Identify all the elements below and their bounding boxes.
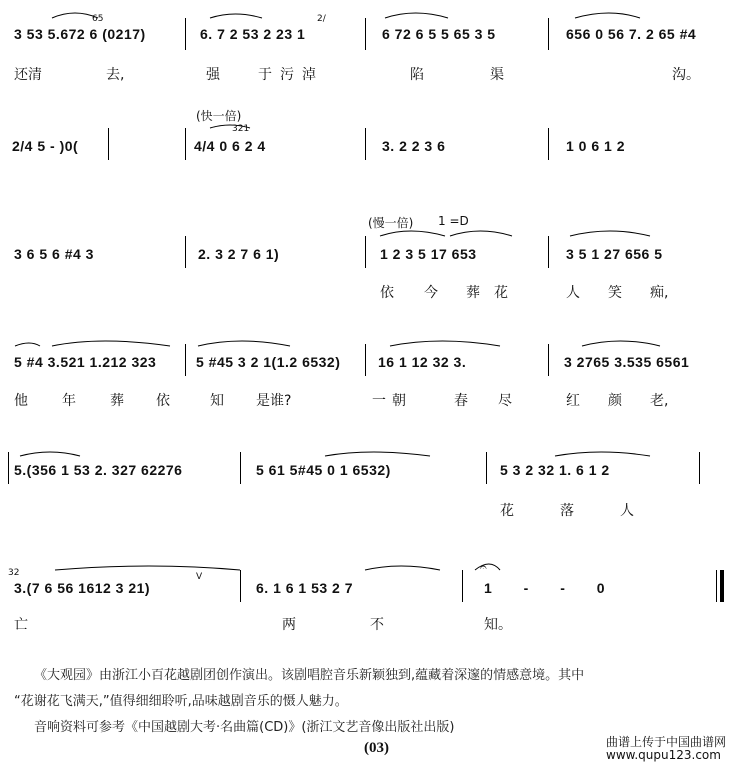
lyric: 年	[62, 393, 76, 409]
barline	[365, 344, 366, 376]
breath-mark: V	[196, 572, 203, 582]
system-4-segment-2: 5 #45 3 2 1(1.2 6532)	[196, 354, 341, 370]
system-1-segment-4: 656 0 56 7. 2 65 #4	[566, 26, 697, 42]
grace-notes-mark: 321	[232, 124, 250, 134]
lyric: 是谁?	[256, 393, 292, 409]
barline	[486, 452, 487, 484]
footnote-line-3: 音响资料可参考《中国越剧大考·名曲篇(CD)》(浙江文艺音像出版社出版)	[34, 720, 455, 735]
system-4-segment-3: 16 1 12 32 3.	[378, 354, 467, 370]
barline	[185, 236, 186, 268]
page-number: (03)	[364, 740, 389, 756]
barline	[185, 128, 186, 160]
final-barline-thick	[720, 570, 724, 602]
barline	[548, 18, 549, 50]
lyric: 去,	[106, 67, 125, 83]
lyric: 一朝	[372, 393, 412, 409]
barline	[548, 344, 549, 376]
tempo-marking: (慢一倍)	[368, 216, 414, 230]
system-6-segment-3: 1 - - 0	[484, 580, 619, 596]
lyric: 人	[620, 503, 634, 519]
lyric: 不	[370, 617, 384, 633]
lyric: 陷	[410, 67, 424, 83]
system-4-segment-4: 3 2765 3.535 6561	[564, 354, 690, 370]
barline	[108, 128, 109, 160]
final-barline-thin	[716, 570, 717, 602]
system-3-segment-2: 2. 3 2 7 6 1)	[198, 246, 280, 262]
barline	[365, 236, 366, 268]
barline	[185, 18, 186, 50]
barline	[240, 570, 241, 602]
system-2-segment-4: 1 0 6 1 2	[566, 138, 625, 154]
system-1-segment-2: 6. 7 2 53 2 23 1	[200, 26, 306, 42]
barline	[462, 570, 463, 602]
system-5-segment-1: 5.(356 1 53 2. 327 62276	[14, 462, 183, 478]
barline	[365, 18, 366, 50]
key-signature: 1 =D	[438, 214, 469, 228]
barline	[240, 452, 241, 484]
lyric: 依	[156, 393, 170, 409]
lyric: 知。	[484, 617, 512, 633]
system-1-ornament: 2/	[317, 14, 326, 24]
lyric: 老,	[650, 393, 669, 409]
lyric: 痴,	[650, 285, 669, 301]
footnote-line-1: 《大观园》由浙江小百花越剧团创作演出。该剧唱腔音乐新颖独到,蕴藏着深邃的情感意境。其中	[34, 668, 585, 683]
lyric: 两	[282, 617, 296, 633]
system-2-segment-2: 4/4 0 6 2 4	[194, 138, 266, 154]
lyric: 葬花	[466, 285, 522, 301]
system-3-segment-1: 3 6 5 6 #4 3	[14, 246, 94, 262]
lyric: 还清	[14, 67, 42, 83]
grace-note-mark: 32	[8, 568, 20, 578]
system-6-segment-2: 6. 1 6 1 53 2 7	[256, 580, 354, 596]
system-3-segment-4: 3 5 1 27 656 5	[566, 246, 663, 262]
barline	[699, 452, 700, 484]
system-3-segment-3: 1 2 3 5 17 653	[380, 246, 477, 262]
system-2-segment-1: 2/4 5 - )0(	[12, 138, 79, 154]
barline	[8, 452, 9, 484]
lyric: 花	[500, 503, 514, 519]
lyric: 他	[14, 393, 28, 409]
barline	[548, 236, 549, 268]
lyric: 知	[210, 393, 224, 409]
system-1-segment-3: 6 72 6 5 5 65 3 5	[382, 26, 496, 42]
lyric: 尽	[498, 393, 512, 409]
tempo-marking: (快一倍)	[196, 109, 242, 123]
lyric: 葬	[110, 393, 124, 409]
barline	[365, 128, 366, 160]
system-4-segment-1: 5 #4 3.521 1.212 323	[14, 354, 157, 370]
lyric: 今	[424, 285, 438, 301]
lyric: 沟。	[672, 67, 700, 83]
barline	[548, 128, 549, 160]
fermata-icon: 𝄐	[480, 560, 487, 574]
system-5-segment-3: 5 3 2 32 1. 6 1 2	[500, 462, 610, 478]
lyric: 亡	[14, 617, 28, 633]
system-1-segment-1: 3 53 5.672 6 (0217)	[14, 26, 146, 42]
system-2-segment-3: 3. 2 2 3 6	[382, 138, 446, 154]
lyric: 依	[380, 285, 394, 301]
lyric: 春	[454, 393, 468, 409]
lyric: 于污淖	[258, 67, 324, 83]
barline	[185, 344, 186, 376]
watermark: 曲谱上传于中国曲谱网 www.qupu123.com	[606, 735, 727, 762]
lyric: 颜	[608, 393, 622, 409]
lyric: 强	[206, 67, 220, 83]
system-1-grace-mark: 65	[92, 14, 104, 24]
lyric: 落	[560, 503, 574, 519]
footnote-line-2: “花谢花飞满天,”值得细细聆听,品味越剧音乐的慑人魅力。	[14, 694, 348, 709]
system-6-segment-1: 3.(7 6 56 1612 3 21)	[14, 580, 151, 596]
lyric: 笑	[608, 285, 622, 301]
lyric: 渠	[490, 67, 504, 83]
system-5-segment-2: 5 61 5#45 0 1 6532)	[256, 462, 391, 478]
lyric: 人	[566, 285, 580, 301]
lyric: 红	[566, 393, 580, 409]
